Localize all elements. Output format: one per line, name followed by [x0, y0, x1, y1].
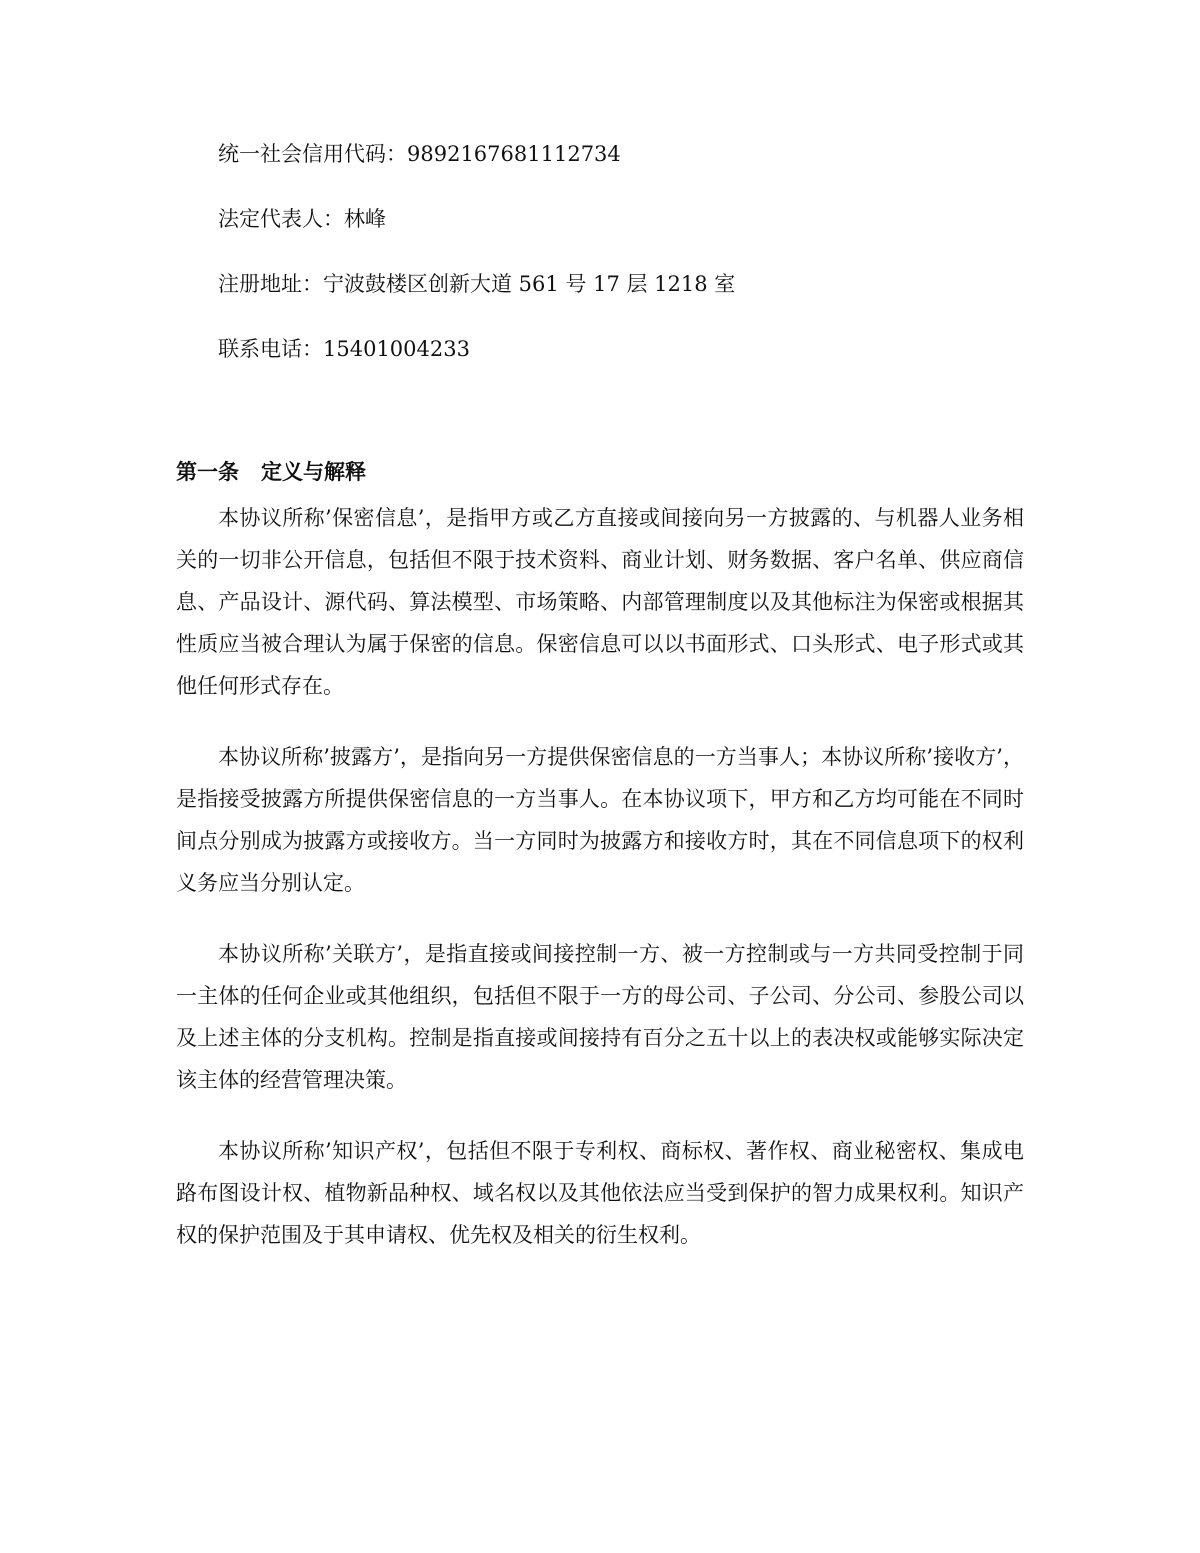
article-number: 第一条 [176, 460, 239, 484]
credit-code-line: 统一社会信用代码：9892167681112734 [218, 142, 621, 166]
registered-address-line: 注册地址：宁波鼓楼区创新大道 561 号 17 层 1218 室 [218, 272, 736, 296]
phone-line: 联系电话：15401004233 [218, 337, 470, 361]
article-title: 定义与解释 [261, 460, 366, 484]
article-heading [176, 456, 366, 488]
definition-paragraph-ip: 本协议所称’知识产权’，包括但不限于专利权、商标权、著作权、商业秘密权、集成电路布图设计权、植物新品种权、域名权以及其他依法应当受到保护的智力成果权利。知识产权的保护范围及于其申请权、优先权及相关的衍生权利。 [176, 1139, 1024, 1247]
article-body [176, 497, 1024, 1285]
definition-paragraph-discloser-recipient: 本协议所称’披露方’，是指向另一方提供保密信息的一方当事人；本协议所称’接收方’，是指接受披露方所提供保密信息的一方当事人。在本协议项下，甲方和乙方均可能在不同时间点分别成为披露方或接收方。当一方同时为披露方和接收方时，其在不同信息项下的权利义务应当分别认定。 [176, 745, 1024, 895]
legal-representative-line: 法定代表人：林峰 [218, 207, 386, 231]
definition-paragraph-affiliate: 本协议所称’关联方’，是指直接或间接控制一方、被一方控制或与一方共同受控制于同一主体的任何企业或其他组织，包括但不限于一方的母公司、子公司、分公司、参股公司以及上述主体的分支机构。控制是指直接或间接持有百分之五十以上的表决权或能够实际决定该主体的经营管理决策。 [176, 942, 1024, 1092]
party-info-block [218, 138, 1018, 398]
definition-paragraph-confidential-info: 本协议所称’保密信息’，是指甲方或乙方直接或间接向另一方披露的、与机器人业务相关的一切非公开信息，包括但不限于技术资料、商业计划、财务数据、客户名单、供应商信息、产品设计、源代码、算法模型、市场策略、内部管理制度以及其他标注为保密或根据其性质应当被合理认为属于保密的信息。保密信息可以以书面形式、口头形式、电子形式或其他任何形式存在。 [176, 506, 1024, 698]
